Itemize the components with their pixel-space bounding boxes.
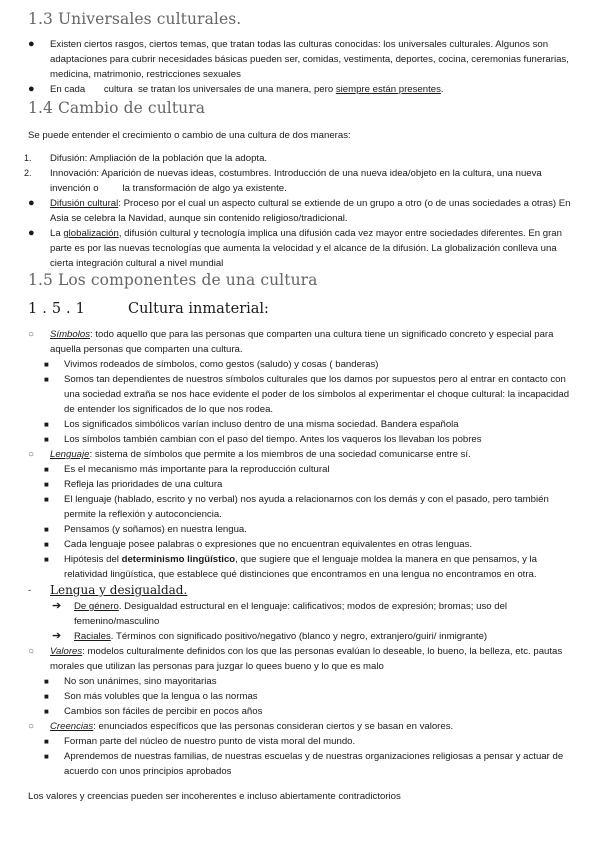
change-numbered-list <box>24 151 575 271</box>
list-item: ■ Pensamos (y soñamos) en nuestra lengua. <box>44 524 247 535</box>
valores-points <box>44 674 580 719</box>
list-item: ■ Es el mecanismo más importante para la reproducción cultural <box>44 464 330 475</box>
square-bullet-icon: ■ <box>44 752 49 761</box>
circle-bullet-icon: ○ <box>28 646 35 657</box>
square-bullet-icon: ■ <box>44 540 49 549</box>
term-lenguaje: Lenguaje <box>50 449 90 460</box>
square-bullet-icon: ■ <box>44 692 49 701</box>
list-item: ● La globalización, difusión cultural y tecnología implica una difusión cada vez mayor entre sociedades diferentes. En gran parte es por las nuevas tecnologías que aumenta la velocidad y el alcance de la difusión. La globalización conlleva una cierta integración cultural a nivel mundial <box>28 227 562 269</box>
bullet-icon: ● <box>28 227 35 239</box>
cultura-inmaterial-body <box>28 327 580 804</box>
heading-1-5: 1.5 Los componentes de una cultura <box>28 271 318 289</box>
heading-1-4: 1.4 Cambio de cultura <box>28 99 206 117</box>
square-bullet-icon: ■ <box>44 420 49 429</box>
list-item: ■ Vivimos rodeados de símbolos, como gestos (saludo) y cosas ( banderas) <box>44 359 379 370</box>
square-bullet-icon: ■ <box>44 375 49 384</box>
list-item: ■ Forman parte del núcleo de nuestro punto de vista moral del mundo. <box>44 736 356 747</box>
heading-1-3: 1.3 Universales culturales. <box>28 10 242 28</box>
list-item: ■ Hipótesis del determinismo lingüístico, que sugiere que el lenguaje moldea la manera en que pensamos, y la relatividad lingüística, que establece qué distinciones que encontramos en una lengua no encontramos en otra. <box>44 554 538 580</box>
simbolos-points <box>44 357 580 447</box>
list-item: ■ Cada lenguaje posee palabras o expresiones que no encuentran equivalentes en otras lenguas. <box>44 539 473 550</box>
underlined-phrase: siempre están presentes <box>335 84 441 95</box>
square-bullet-icon: ■ <box>44 360 49 369</box>
list-item-creencias: ○ Creencias: enunciados específicos que las personas consideran ciertos y se basan en valores. <box>28 721 454 732</box>
circle-bullet-icon: ○ <box>28 721 35 732</box>
circle-bullet-icon: ○ <box>28 329 35 340</box>
dash-icon: - <box>28 585 31 595</box>
creencias-points <box>44 734 580 779</box>
term-globalizacion: globalización <box>63 228 119 239</box>
list-item-simbolos: ○ Símbolos: todo aquello que para las personas que comparten una cultura tiene un significado concreto y especial para aquella personas que comparten una cultura. <box>28 329 554 355</box>
heading-1-5-1: 1.5.1 Cultura inmaterial: <box>28 301 269 317</box>
list-item: ■ Somos tan dependientes de nuestros símbolos culturales que los damos por supuestos pero al entrar en contacto con una sociedad extraña se nos hace evidente el poder de los símbolos al experimentar el choque cultural: la incapacidad de entender los significados de lo que nos rodea. <box>44 374 570 415</box>
square-bullet-icon: ■ <box>44 737 49 746</box>
square-bullet-icon: ■ <box>44 480 49 489</box>
term-difusion-cultural: Difusión cultural <box>50 198 119 209</box>
list-item: 2. Innovación: Aparición de nuevas ideas, costumbres. Introducción de una nueva idea/objeto en la cultura, una nueva invención o la transformación de algo ya existente. <box>24 168 548 194</box>
square-bullet-icon: ■ <box>44 707 49 716</box>
term-de-genero: De género <box>74 601 119 612</box>
list-item: ■ Los significados simbólicos varían incluso dentro de una misma sociedad. Bandera española <box>44 419 459 430</box>
square-bullet-icon: ■ <box>44 435 49 444</box>
term-determinismo: determinismo lingüístico <box>121 554 236 565</box>
list-item: ● Difusión cultural: Proceso por el cual un aspecto cultural se extiende de un grupo a otro (o de unas sociedades a otras) En Asia se celebra la Navidad, aunque sin contenido religioso/tradicional. <box>28 197 571 224</box>
square-bullet-icon: ■ <box>44 525 49 534</box>
arrow-right-icon: ➔ <box>52 630 62 642</box>
arrow-right-icon: ➔ <box>52 600 62 612</box>
lenguaje-points <box>44 462 580 582</box>
bullet-icon: ● <box>28 38 35 50</box>
list-item: ■ El lenguaje (hablado, escrito y no verbal) nos ayuda a relacionarnos con los demás y con el pasado, pero también permite la reflexión y autoconciencia. <box>44 494 549 520</box>
bullet-icon: ● <box>28 83 35 95</box>
list-item: ➔ De género. Desigualdad estructural en el lenguaje: calificativos; modos de expresión; bromas; uso del femenino/masculino <box>52 600 508 627</box>
square-bullet-icon: ■ <box>44 495 49 504</box>
square-bullet-icon: ■ <box>44 677 49 686</box>
term-valores: Valores <box>50 646 83 657</box>
bullet-icon: ● <box>28 197 35 209</box>
term-simbolos: Símbolos <box>50 329 90 340</box>
term-raciales: Raciales <box>74 631 111 642</box>
intro-paragraph: Se puede entender el crecimiento o cambio de una cultura de dos maneras: <box>28 130 351 141</box>
list-item: ● Existen ciertos rasgos, ciertos temas, que tratan todas las culturas conocidas: los universales culturales. Algunos son adaptaciones para cubrir necesidades básicas pueden ser, comidas, vestimenta, deportes, cocina, ceremonias funerarias, medicina, matrimonio, restricciones sexuales <box>28 38 569 80</box>
square-bullet-icon: ■ <box>44 555 49 564</box>
desigualdad-heading: - Lengua y desigualdad. <box>28 583 188 597</box>
list-item: ■ No son unánimes, sino mayoritarias <box>44 676 217 687</box>
list-item: ■ Son más volubles que la lengua o las normas <box>44 691 258 702</box>
list-item-valores: ○ Valores: modelos culturalmente definidos con los que las personas evalúan lo deseable, lo bueno, la belleza, etc. pautas morales que utilizan las personas para juzgar lo quees bueno y lo que es malo <box>28 646 563 672</box>
list-item: ■ Aprendemos de nuestras familias, de nuestras escuelas y de nuestras organizaciones religiosas a pensar y actuar de acuerdo con unos principios aprobados <box>44 751 564 777</box>
square-bullet-icon: ■ <box>44 465 49 474</box>
list-item-lenguaje: ○ Lenguaje: sistema de símbolos que permite a los miembros de una sociedad comunicarse entre sí. <box>28 449 471 460</box>
list-item: 1. Difusión: Ampliación de la población que la adopta. <box>24 153 268 164</box>
list-item: ■ Cambios son fáciles de percibir en pocos años <box>44 706 263 717</box>
desigualdad-points <box>52 599 580 644</box>
circle-bullet-icon: ○ <box>28 449 35 460</box>
list-item: ■ Refleja las prioridades de una cultura <box>44 479 223 490</box>
closing-paragraph: Los valores y creencias pueden ser incoherentes e incluso abiertamente contradictorios <box>28 791 401 802</box>
list-item: ➔ Raciales. Términos con significado positivo/negativo (blanco y negro, extranjero/guiri/ inmigrante) <box>52 630 488 642</box>
list-item: ● En cada cultura se tratan los universales de una manera, pero siempre están presentes. <box>28 83 444 95</box>
universales-list <box>28 37 570 97</box>
list-item: ■ Los símbolos también cambian con el paso del tiempo. Antes los vaqueros los llevaban los pobres <box>44 434 482 445</box>
term-creencias: Creencias <box>50 721 94 732</box>
